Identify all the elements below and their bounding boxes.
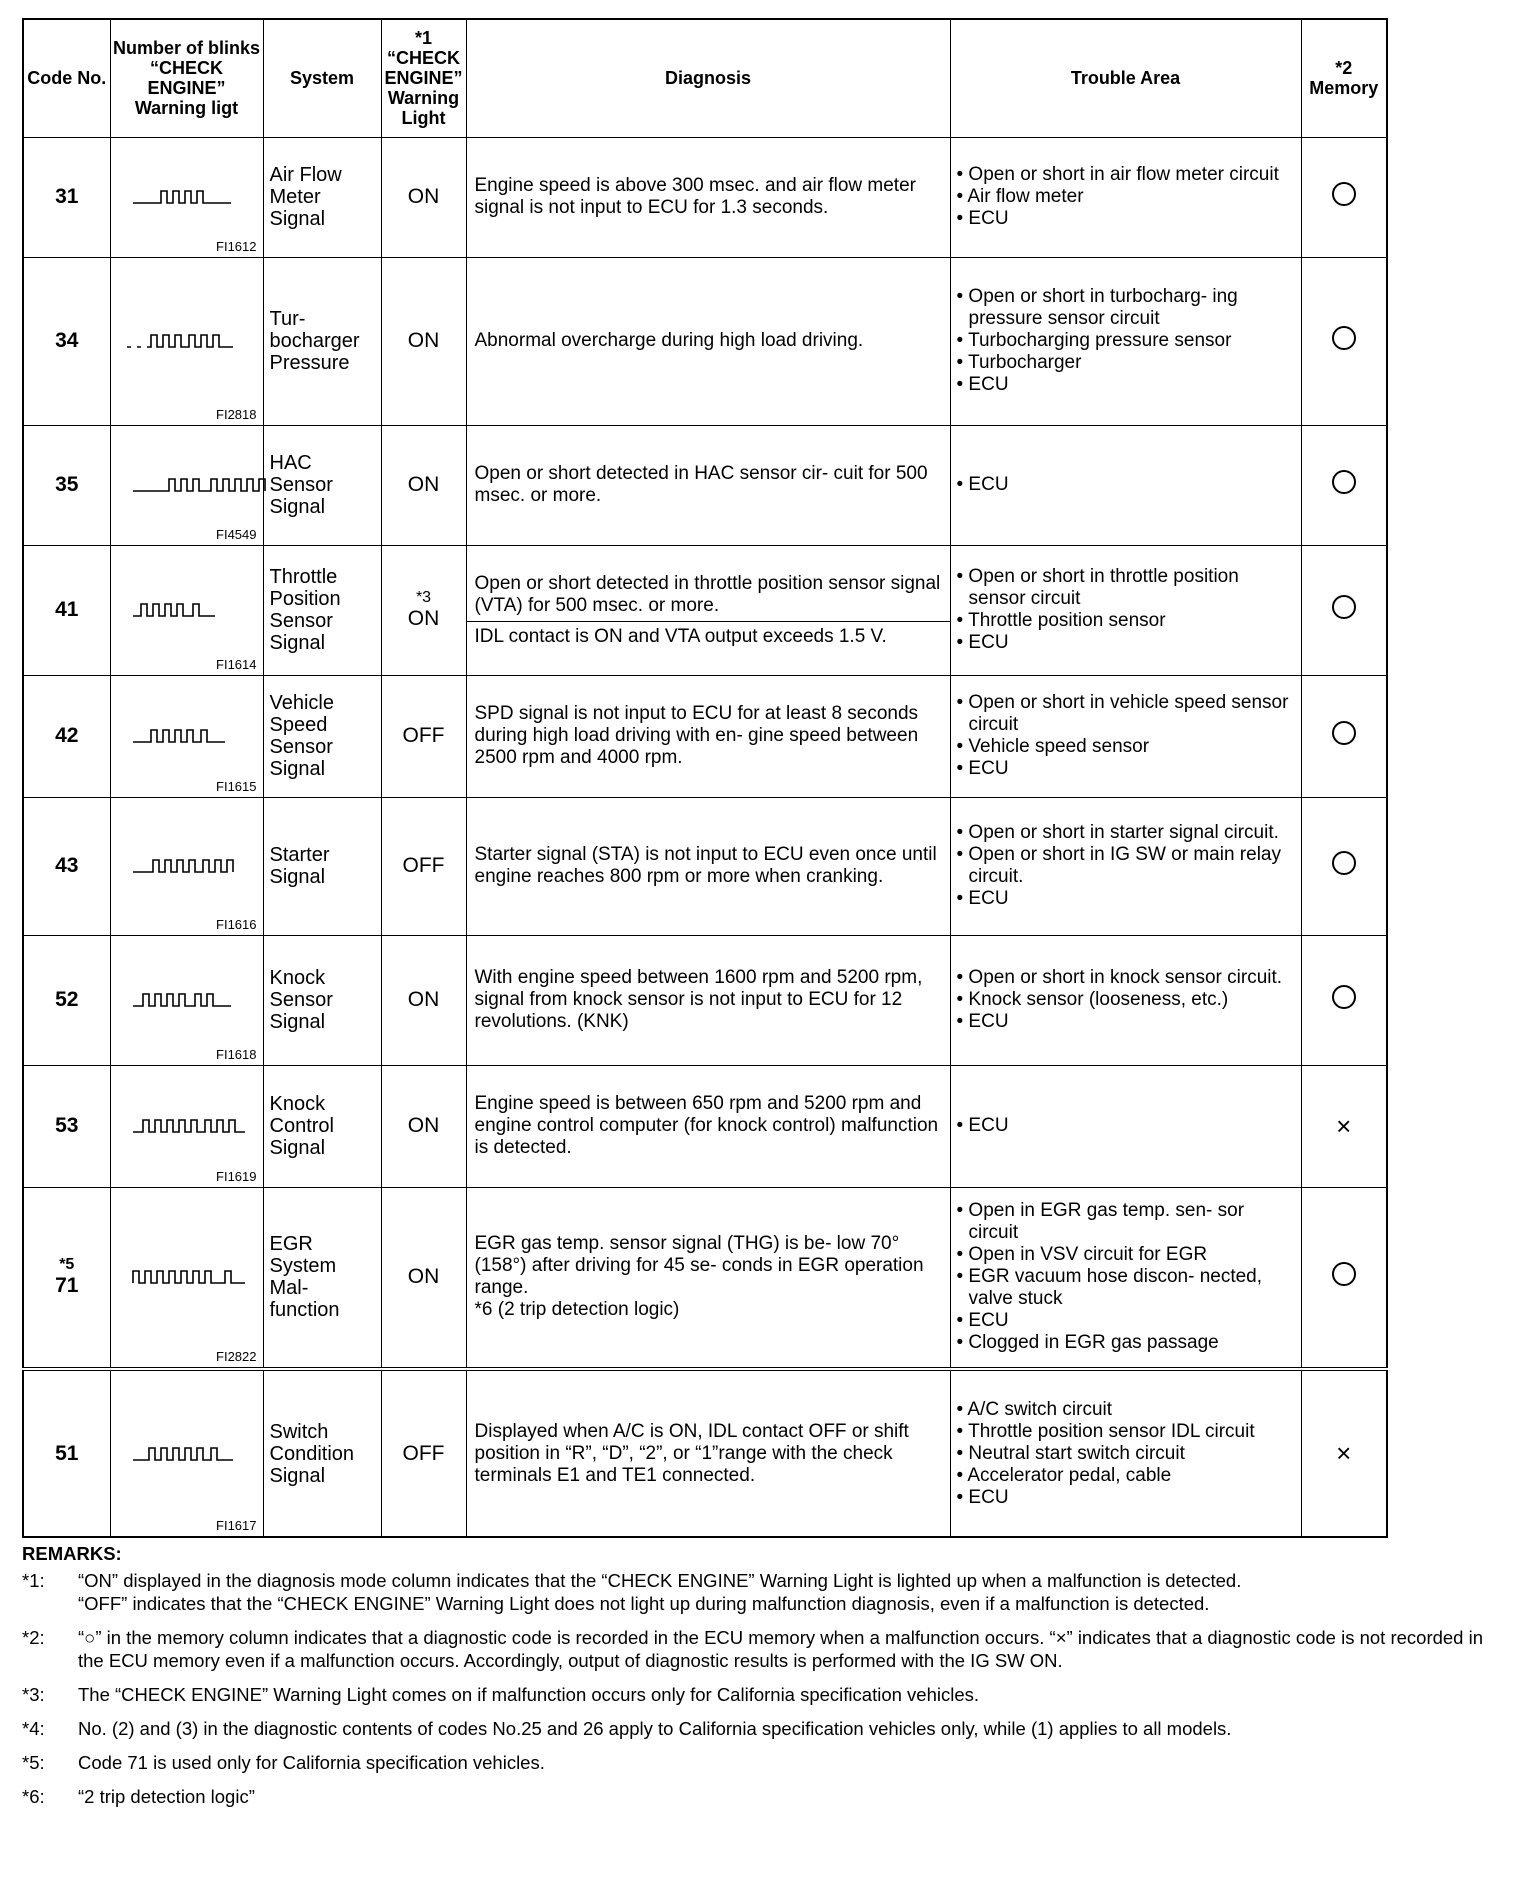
table-row — [23, 797, 1387, 935]
remark-text — [78, 1683, 1492, 1706]
warning-light-state: OFF — [402, 854, 445, 877]
trouble-area-item: • Open or short in IG SW or main relay circuit. — [956, 844, 1281, 887]
trouble-area-item: • ECU — [956, 632, 1009, 653]
header-light-footnote: *1 — [414, 28, 432, 49]
remark-key: *1: — [22, 1570, 45, 1591]
warning-light-state: ON — [407, 988, 440, 1011]
remark-paragraph: “OFF” indicates that the “CHECK ENGINE” Warning Light does not light up during malfunction diagnosis, even if a malfunction is detected. — [78, 1593, 1210, 1614]
warning-light-state: ON — [407, 185, 440, 208]
remarks-list — [22, 1569, 1492, 1808]
code-number: 35 — [55, 473, 79, 496]
memory-recorded-icon — [1332, 985, 1356, 1009]
warning-light-cell — [381, 1369, 466, 1537]
memory-cell — [1301, 257, 1387, 425]
diagnosis-text: Displayed when A/C is ON, IDL contact OFF or shift position in “R”, “D”, “2”, or “1”range with the check terminals E1 and TE1 connected. — [474, 1420, 909, 1486]
blink-pattern-cell — [110, 257, 263, 425]
diagnosis-text: Engine speed is between 650 rpm and 5200 rpm and engine control computer (for knock control) malfunction is detected. — [474, 1093, 939, 1158]
remarks-section — [22, 1542, 1492, 1819]
trouble-area-cell — [950, 797, 1301, 935]
trouble-area-cell — [950, 1187, 1301, 1369]
remark-paragraph: The “CHECK ENGINE” Warning Light comes on if malfunction occurs only for California specification vehicles. — [78, 1684, 980, 1705]
memory-recorded-icon — [1332, 595, 1356, 619]
table-row — [23, 425, 1387, 545]
diagnosis-cell — [466, 797, 950, 935]
remark-item — [22, 1751, 1492, 1774]
code-number: 41 — [55, 598, 79, 621]
blink-pattern-cell — [110, 1065, 263, 1187]
trouble-area-item: • Neutral start switch circuit — [956, 1442, 1185, 1464]
code-cell — [23, 1369, 110, 1537]
blink-pattern-cell — [110, 425, 263, 545]
table-row — [23, 545, 1387, 675]
trouble-area-item: • Open or short in vehicle speed sensor circuit — [956, 692, 1289, 735]
figure-label: FI2822 — [216, 1349, 257, 1364]
memory-recorded-icon — [1332, 851, 1356, 875]
diagnosis-cell — [466, 137, 950, 257]
remark-key: *3: — [22, 1684, 45, 1705]
table-row — [23, 675, 1387, 797]
remark-item — [22, 1717, 1492, 1740]
blink-waveform-icon — [121, 1263, 321, 1291]
trouble-area-cell — [950, 545, 1301, 675]
code-cell — [23, 545, 110, 675]
blink-pattern-cell — [110, 675, 263, 797]
remark-text — [78, 1626, 1492, 1672]
remark-paragraph: “2 trip detection logic” — [78, 1786, 255, 1807]
memory-recorded-icon — [1332, 470, 1356, 494]
header-diagnosis: Diagnosis — [466, 19, 950, 137]
code-number: 31 — [55, 185, 79, 208]
remark-key: *5: — [22, 1752, 45, 1773]
trouble-area-cell — [950, 137, 1301, 257]
blink-pattern-cell — [110, 935, 263, 1065]
code-footnote: *5 — [59, 1256, 75, 1274]
trouble-area-cell — [950, 1369, 1301, 1537]
header-warning-light — [381, 19, 466, 137]
remark-paragraph: No. (2) and (3) in the diagnostic contents of codes No.25 and 26 apply to California specification vehicles only, while (1) applies to all models. — [78, 1718, 1232, 1739]
trouble-area-item: • ECU — [956, 1310, 1009, 1332]
diagnosis-cell — [466, 1187, 950, 1369]
trouble-area-item: • Throttle position sensor — [956, 610, 1166, 631]
code-cell — [23, 257, 110, 425]
remark-key: *4: — [22, 1718, 45, 1739]
trouble-area-cell — [950, 425, 1301, 545]
warning-light-cell — [381, 545, 466, 675]
code-cell — [23, 1187, 110, 1369]
diagnosis-text: EGR gas temp. sensor signal (THG) is be- low 70° (158°) after driving for 45 se- conds in EGR operation range. — [474, 1233, 924, 1299]
trouble-area-item: • Accelerator pedal, cable — [956, 1464, 1172, 1486]
warning-light-state: ON — [407, 607, 440, 630]
figure-label: FI1616 — [216, 916, 257, 932]
memory-not-recorded-icon: × — [1336, 1438, 1352, 1468]
warning-light-state: ON — [407, 473, 440, 496]
trouble-area-item: • ECU — [956, 1115, 1009, 1136]
trouble-area-item: • ECU — [956, 374, 1009, 395]
system-cell: EGR System Mal- function — [263, 1187, 381, 1369]
remark-text — [78, 1717, 1492, 1740]
warning-light-cell — [381, 797, 466, 935]
code-number: 42 — [55, 724, 79, 747]
figure-label: FI1619 — [216, 1168, 257, 1184]
code-number: 53 — [55, 1114, 79, 1137]
figure-label: FI1614 — [216, 656, 257, 672]
diagnosis-cell — [466, 675, 950, 797]
figure-label: FI1617 — [216, 1518, 257, 1533]
trouble-area-item: • Open in EGR gas temp. sen- sor circuit — [956, 1200, 1245, 1244]
trouble-area-item: • ECU — [956, 888, 1009, 909]
table-row — [23, 137, 1387, 257]
memory-recorded-icon — [1332, 182, 1356, 206]
diagnosis-cell — [466, 425, 950, 545]
trouble-area-item: • Vehicle speed sensor — [956, 736, 1150, 757]
header-trouble-area: Trouble Area — [950, 19, 1301, 137]
diagnosis-text: Starter signal (STA) is not input to ECU even once until engine reaches 800 rpm or more when cranking. — [474, 844, 937, 887]
header-light-label: “CHECK ENGINE” Warning Light — [384, 48, 463, 129]
blink-waveform-icon — [121, 327, 321, 355]
system-cell: Throttle Position Sensor Signal — [263, 545, 381, 675]
header-blinks: Number of blinks “CHECK ENGINE” Warning ligt — [110, 19, 263, 137]
diagnosis-cell — [466, 1065, 950, 1187]
code-cell — [23, 137, 110, 257]
remark-text — [78, 1751, 1492, 1774]
memory-cell — [1301, 1369, 1387, 1537]
trouble-area-item: • Open or short in turbocharg- ing pressure sensor circuit — [956, 286, 1238, 329]
blink-waveform-icon — [121, 183, 321, 211]
light-footnote: *3 — [415, 589, 432, 606]
code-number: 51 — [55, 1441, 79, 1465]
warning-light-state: ON — [407, 1114, 440, 1137]
warning-light-cell — [381, 675, 466, 797]
remark-item — [22, 1683, 1492, 1706]
code-cell — [23, 1065, 110, 1187]
header-row — [23, 19, 1387, 137]
diagnosis-cell — [466, 545, 950, 675]
code-number: 71 — [55, 1274, 79, 1298]
remark-paragraph: “ON” displayed in the diagnosis mode column indicates that the “CHECK ENGINE” Warning Light is lighted up when a malfunction is detected. — [78, 1570, 1242, 1591]
trouble-area-item: • ECU — [956, 1011, 1009, 1032]
trouble-area-item: • Open or short in air flow meter circuit — [956, 164, 1279, 185]
blink-pattern-cell — [110, 545, 263, 675]
blink-waveform-icon — [121, 722, 321, 750]
memory-cell — [1301, 1065, 1387, 1187]
warning-light-cell — [381, 935, 466, 1065]
table-row — [23, 935, 1387, 1065]
blink-waveform-icon — [121, 471, 321, 499]
diagnosis-condition-1: Open or short detected in throttle position sensor signal (VTA) for 500 msec. or more. — [467, 569, 950, 622]
memory-recorded-icon — [1332, 721, 1356, 745]
code-cell — [23, 935, 110, 1065]
blink-waveform-icon — [121, 1112, 321, 1140]
warning-light-cell — [381, 137, 466, 257]
warning-light-cell — [381, 1065, 466, 1187]
warning-light-cell — [381, 1187, 466, 1369]
warning-light-state: ON — [407, 329, 440, 352]
diagnosis-condition-2: IDL contact is ON and VTA output exceeds 1.5 V. — [474, 625, 887, 647]
figure-label: FI2818 — [216, 406, 257, 422]
code-cell — [23, 797, 110, 935]
warning-light-state: OFF — [402, 724, 445, 747]
system-cell: Knock Control Signal — [263, 1065, 381, 1187]
trouble-area-item: • Throttle position sensor IDL circuit — [956, 1420, 1255, 1442]
diagnosis-cell — [466, 1369, 950, 1537]
blink-pattern-cell — [110, 137, 263, 257]
trouble-area-cell — [950, 1065, 1301, 1187]
blink-waveform-icon — [121, 1440, 321, 1468]
trouble-area-item: • Open or short in throttle position sensor circuit — [956, 566, 1239, 609]
diagnosis-cell — [466, 935, 950, 1065]
trouble-area-item: • Open in VSV circuit for EGR — [956, 1244, 1208, 1266]
blink-waveform-icon — [121, 852, 321, 880]
remark-text — [78, 1785, 1492, 1808]
system-cell: HAC Sensor Signal — [263, 425, 381, 545]
figure-label: FI1615 — [216, 778, 257, 794]
diagnosis-cell — [466, 257, 950, 425]
trouble-area-item: • ECU — [956, 758, 1009, 779]
remark-item — [22, 1785, 1492, 1808]
diagnosis-text: Open or short detected in HAC sensor cir- cuit for 500 msec. or more. — [474, 463, 928, 506]
trouble-area-item: • Turbocharger — [956, 352, 1082, 373]
figure-label: FI1618 — [216, 1046, 257, 1062]
code-number: 43 — [55, 854, 79, 877]
blink-pattern-cell — [110, 1187, 263, 1369]
blink-pattern-cell — [110, 1369, 263, 1537]
memory-cell — [1301, 545, 1387, 675]
remark-paragraph: “○” in the memory column indicates that a diagnostic code is recorded in the ECU memory when a malfunction occurs. “×” indicates that a diagnostic code is not recorded in the ECU memory even if a malfunction occurs. Accordingly, output of diagnostic results is performed with the IG SW ON. — [78, 1627, 1484, 1671]
remark-item — [22, 1626, 1492, 1672]
figure-label: FI1612 — [216, 238, 257, 254]
system-cell: Air Flow Meter Signal — [263, 137, 381, 257]
trouble-area-cell — [950, 257, 1301, 425]
warning-light-cell — [381, 425, 466, 545]
diagnosis-text: With engine speed between 1600 rpm and 5200 rpm, signal from knock sensor is not input to ECU for 12 revolutions. (KNK) — [474, 967, 923, 1032]
diagnosis-code-table — [22, 18, 1388, 1538]
figure-label: FI4549 — [216, 526, 257, 542]
remark-key: *2: — [22, 1627, 45, 1648]
diagnosis-text: SPD signal is not input to ECU for at least 8 seconds during high load driving with en- gine speed between 2500 rpm and 4000 rpm. — [474, 703, 919, 768]
blink-waveform-icon — [121, 986, 321, 1014]
trouble-area-item: • ECU — [956, 1486, 1009, 1508]
table-row — [23, 1369, 1387, 1537]
system-cell: Tur- bocharger Pressure — [263, 257, 381, 425]
trouble-area-cell — [950, 675, 1301, 797]
trouble-area-item: • Knock sensor (looseness, etc.) — [956, 989, 1229, 1010]
header-system: System — [263, 19, 381, 137]
system-cell: Knock Sensor Signal — [263, 935, 381, 1065]
code-number: 34 — [55, 329, 79, 352]
header-memory — [1301, 19, 1387, 137]
table-row — [23, 257, 1387, 425]
warning-light-cell — [381, 257, 466, 425]
trouble-area-item: • Open or short in knock sensor circuit. — [956, 967, 1283, 988]
system-cell: Starter Signal — [263, 797, 381, 935]
remark-item — [22, 1569, 1492, 1615]
trouble-area-item: • Clogged in EGR gas passage — [956, 1332, 1219, 1354]
memory-cell — [1301, 1187, 1387, 1369]
memory-cell — [1301, 797, 1387, 935]
table-row — [23, 1065, 1387, 1187]
memory-recorded-icon — [1332, 1262, 1356, 1286]
diagnosis-note: *6 (2 trip detection logic) — [474, 1299, 680, 1321]
trouble-area-item: • EGR vacuum hose discon- nected, valve stuck — [956, 1266, 1263, 1310]
memory-cell — [1301, 425, 1387, 545]
table-row — [23, 1187, 1387, 1369]
remark-text — [78, 1569, 1492, 1615]
trouble-area-item: • Open or short in starter signal circuit. — [956, 822, 1279, 843]
memory-cell — [1301, 935, 1387, 1065]
remarks-title: REMARKS: — [22, 1543, 122, 1564]
system-cell: Switch Condition Signal — [263, 1369, 381, 1537]
memory-recorded-icon — [1332, 326, 1356, 350]
blink-waveform-icon — [121, 596, 321, 624]
diagnosis-text: Abnormal overcharge during high load driving. — [474, 330, 864, 351]
remark-key: *6: — [22, 1786, 45, 1807]
code-number: 52 — [55, 988, 79, 1011]
blink-pattern-cell — [110, 797, 263, 935]
memory-not-recorded-icon: × — [1336, 1110, 1352, 1141]
header-code: Code No. — [23, 19, 110, 137]
remark-paragraph: Code 71 is used only for California specification vehicles. — [78, 1752, 545, 1773]
trouble-area-item: • Air flow meter — [956, 186, 1084, 207]
trouble-area-item: • A/C switch circuit — [956, 1398, 1113, 1420]
trouble-area-item: • ECU — [956, 208, 1009, 229]
header-memory-label: Memory — [1309, 78, 1379, 99]
diagnosis-text: Engine speed is above 300 msec. and air flow meter signal is not input to ECU for 1.3 seconds. — [474, 175, 916, 218]
trouble-area-cell — [950, 935, 1301, 1065]
code-cell — [23, 425, 110, 545]
trouble-area-item: • ECU — [956, 474, 1009, 495]
warning-light-state: OFF — [402, 1441, 445, 1465]
trouble-area-item: • Turbocharging pressure sensor — [956, 330, 1232, 351]
memory-cell — [1301, 675, 1387, 797]
memory-cell — [1301, 137, 1387, 257]
code-cell — [23, 675, 110, 797]
warning-light-state: ON — [407, 1265, 440, 1289]
system-cell: Vehicle Speed Sensor Signal — [263, 675, 381, 797]
header-memory-footnote: *2 — [1335, 58, 1353, 79]
